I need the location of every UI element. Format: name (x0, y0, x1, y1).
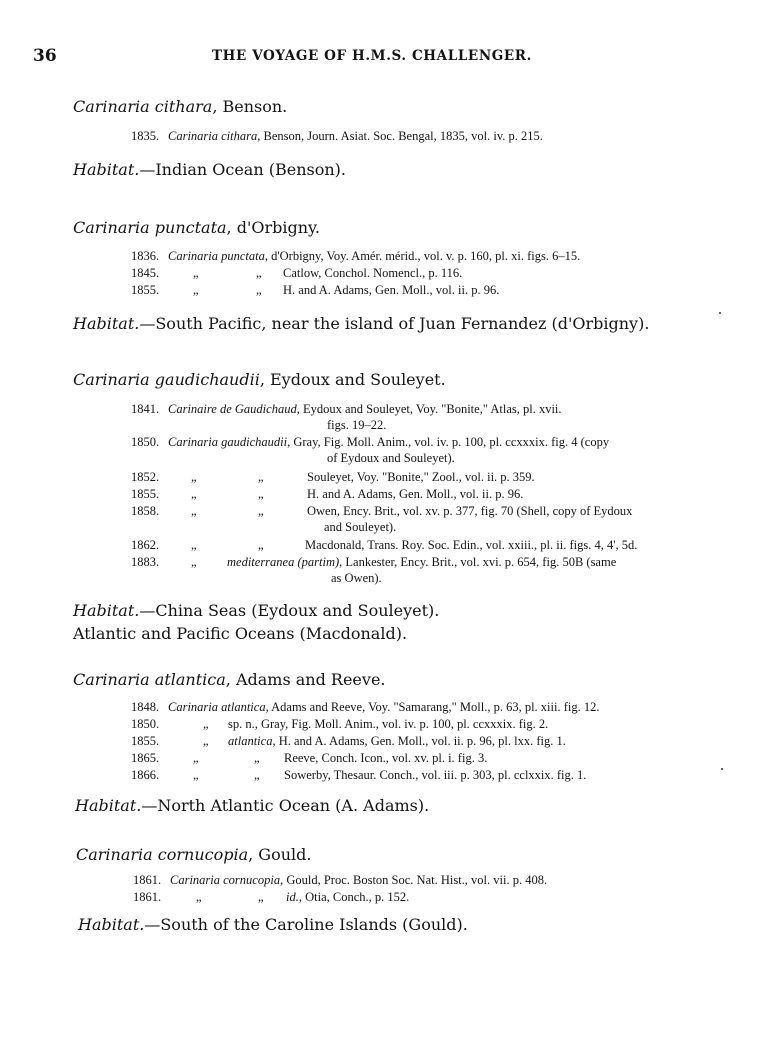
habitat-line (78, 915, 468, 934)
species-name: Carinaria cithara (73, 97, 213, 116)
species-author: , Eydoux and Souleyet. (259, 370, 446, 389)
ditto-mark: „ (258, 504, 264, 518)
species-heading (76, 845, 311, 864)
ditto-mark: „ (258, 470, 264, 484)
habitat-extra: Atlantic and Pacific Oceans (Macdonald). (73, 624, 408, 643)
habitat-text: —South of the Caroline Islands (Gould). (144, 915, 468, 934)
habitat-line (75, 796, 429, 815)
habitat-text: —North Atlantic Ocean (A. Adams). (141, 796, 430, 815)
ref-citation: Carinaria cornucopia, Gould, Proc. Boston Soc. Nat. Hist., vol. vii. p. 408. (170, 873, 548, 887)
species-name: Carinaria cornucopia (76, 845, 249, 864)
ref-citation-cont: of Eydoux and Souleyet). (327, 451, 455, 465)
ditto-mark: „ (193, 283, 199, 297)
habitat-label: Habitat. (78, 915, 145, 934)
ref-year: 1862. (131, 538, 160, 552)
species-heading (73, 670, 386, 689)
habitat-text: —South Pacific, near the island of Juan Fernandez (d'Orbigny). (139, 314, 650, 333)
ref-citation-cont: and Souleyet). (324, 520, 397, 534)
ref-citation: atlantica, H. and A. Adams, Gen. Moll., vol. ii. p. 96, pl. lxx. fig. 1. (228, 734, 566, 748)
ditto-mark: „ (203, 717, 209, 731)
ref-year: 1866. (131, 768, 160, 782)
habitat-line (73, 314, 649, 333)
ditto-mark: „ (258, 890, 264, 904)
habitat-text: —Indian Ocean (Benson). (139, 160, 346, 179)
ref-citation: Carinaria punctata, d'Orbigny, Voy. Amér. mérid., vol. v. p. 160, pl. xi. figs. 6–15. (168, 249, 581, 263)
species-heading (73, 370, 446, 389)
page-number: 36 (33, 46, 57, 66)
ref-year: 1883. (131, 555, 160, 569)
habitat-line (73, 601, 439, 620)
ref-year: 1835. (131, 129, 160, 143)
ditto-mark: „ (193, 768, 199, 782)
ref-year: 1861. (133, 873, 162, 887)
species-author: , Adams and Reeve. (225, 670, 386, 689)
species-author: , Benson. (212, 97, 288, 116)
ref-year: 1850. (131, 435, 160, 449)
species-heading (73, 218, 320, 237)
ditto-mark: „ (193, 266, 199, 280)
ref-year: 1845. (131, 266, 160, 280)
ditto-mark: „ (196, 890, 202, 904)
ditto-mark: „ (254, 768, 260, 782)
species-heading (73, 97, 287, 116)
ref-citation: Carinaire de Gaudichaud, Eydoux and Souleyet, Voy. "Bonite," Atlas, pl. xvii. (168, 402, 562, 416)
ref-citation: H. and A. Adams, Gen. Moll., vol. ii. p. 96. (307, 487, 524, 501)
ref-citation: id., Otia, Conch., p. 152. (286, 890, 410, 904)
species-author: , d'Orbigny. (226, 218, 321, 237)
ref-citation: Catlow, Conchol. Nomencl., p. 116. (283, 266, 463, 280)
ref-year: 1855. (131, 734, 160, 748)
ditto-mark: „ (256, 283, 262, 297)
habitat-label: Habitat. (73, 160, 140, 179)
ref-citation: mediterranea (partim), Lankester, Ency. Brit., vol. xvi. p. 654, fig. 50B (same (227, 555, 617, 569)
ref-citation: Carinaria gaudichaudii, Gray, Fig. Moll. Anim., vol. iv. p. 100, pl. ccxxxix. fig. 4 (copy (168, 435, 610, 449)
ref-citation: Reeve, Conch. Icon., vol. xv. pl. i. fig. 3. (284, 751, 488, 765)
running-title: THE VOYAGE OF H.M.S. CHALLENGER. (212, 48, 532, 64)
ref-citation: Macdonald, Trans. Roy. Soc. Edin., vol. xxiii., pl. ii. figs. 4, 4', 5d. (305, 538, 638, 552)
ref-year: 1848. (131, 700, 160, 714)
ditto-mark: „ (256, 266, 262, 280)
ref-year: 1850. (131, 717, 160, 731)
ref-year: 1855. (131, 487, 160, 501)
ditto-mark: „ (191, 504, 197, 518)
species-name: Carinaria punctata (73, 218, 227, 237)
ditto-mark: „ (258, 487, 264, 501)
ditto-mark: „ (193, 751, 199, 765)
ref-citation-cont: as Owen). (331, 571, 382, 585)
habitat-label: Habitat. (73, 601, 140, 620)
scan-speck (721, 768, 723, 770)
ref-citation: Carinaria cithara, Benson, Journ. Asiat. Soc. Bengal, 1835, vol. iv. p. 215. (168, 129, 543, 143)
ditto-mark: „ (191, 555, 197, 569)
ditto-mark: „ (191, 470, 197, 484)
habitat-text: —China Seas (Eydoux and Souleyet). (139, 601, 440, 620)
ref-citation: Owen, Ency. Brit., vol. xv. p. 377, fig. 70 (Shell, copy of Eydoux (307, 504, 633, 518)
ref-year: 1836. (131, 249, 160, 263)
ref-citation: Sowerby, Thesaur. Conch., vol. iii. p. 303, pl. cclxxix. fig. 1. (284, 768, 587, 782)
ref-year: 1861. (133, 890, 162, 904)
ref-year: 1852. (131, 470, 160, 484)
ref-citation-cont: figs. 19–22. (327, 418, 387, 432)
ditto-mark: „ (191, 538, 197, 552)
ditto-mark: „ (191, 487, 197, 501)
habitat-line (73, 160, 346, 179)
habitat-label: Habitat. (75, 796, 142, 815)
ref-year: 1841. (131, 402, 160, 416)
ref-citation: sp. n., Gray, Fig. Moll. Anim., vol. iv. p. 100, pl. ccxxxix. fig. 2. (228, 717, 549, 731)
ref-year: 1865. (131, 751, 160, 765)
ditto-mark: „ (203, 734, 209, 748)
ref-citation: Carinaria atlantica, Adams and Reeve, Voy. "Samarang," Moll., p. 63, pl. xiii. fig. 12. (168, 700, 600, 714)
ditto-mark: „ (258, 538, 264, 552)
ref-year: 1858. (131, 504, 160, 518)
scan-speck (719, 312, 721, 314)
species-author: , Gould. (248, 845, 312, 864)
ref-citation: Souleyet, Voy. "Bonite," Zool., vol. ii. p. 359. (307, 470, 535, 484)
species-name: Carinaria gaudichaudii (73, 370, 260, 389)
ref-year: 1855. (131, 283, 160, 297)
species-name: Carinaria atlantica (73, 670, 226, 689)
ref-citation: H. and A. Adams, Gen. Moll., vol. ii. p. 96. (283, 283, 500, 297)
ditto-mark: „ (254, 751, 260, 765)
habitat-label: Habitat. (73, 314, 140, 333)
